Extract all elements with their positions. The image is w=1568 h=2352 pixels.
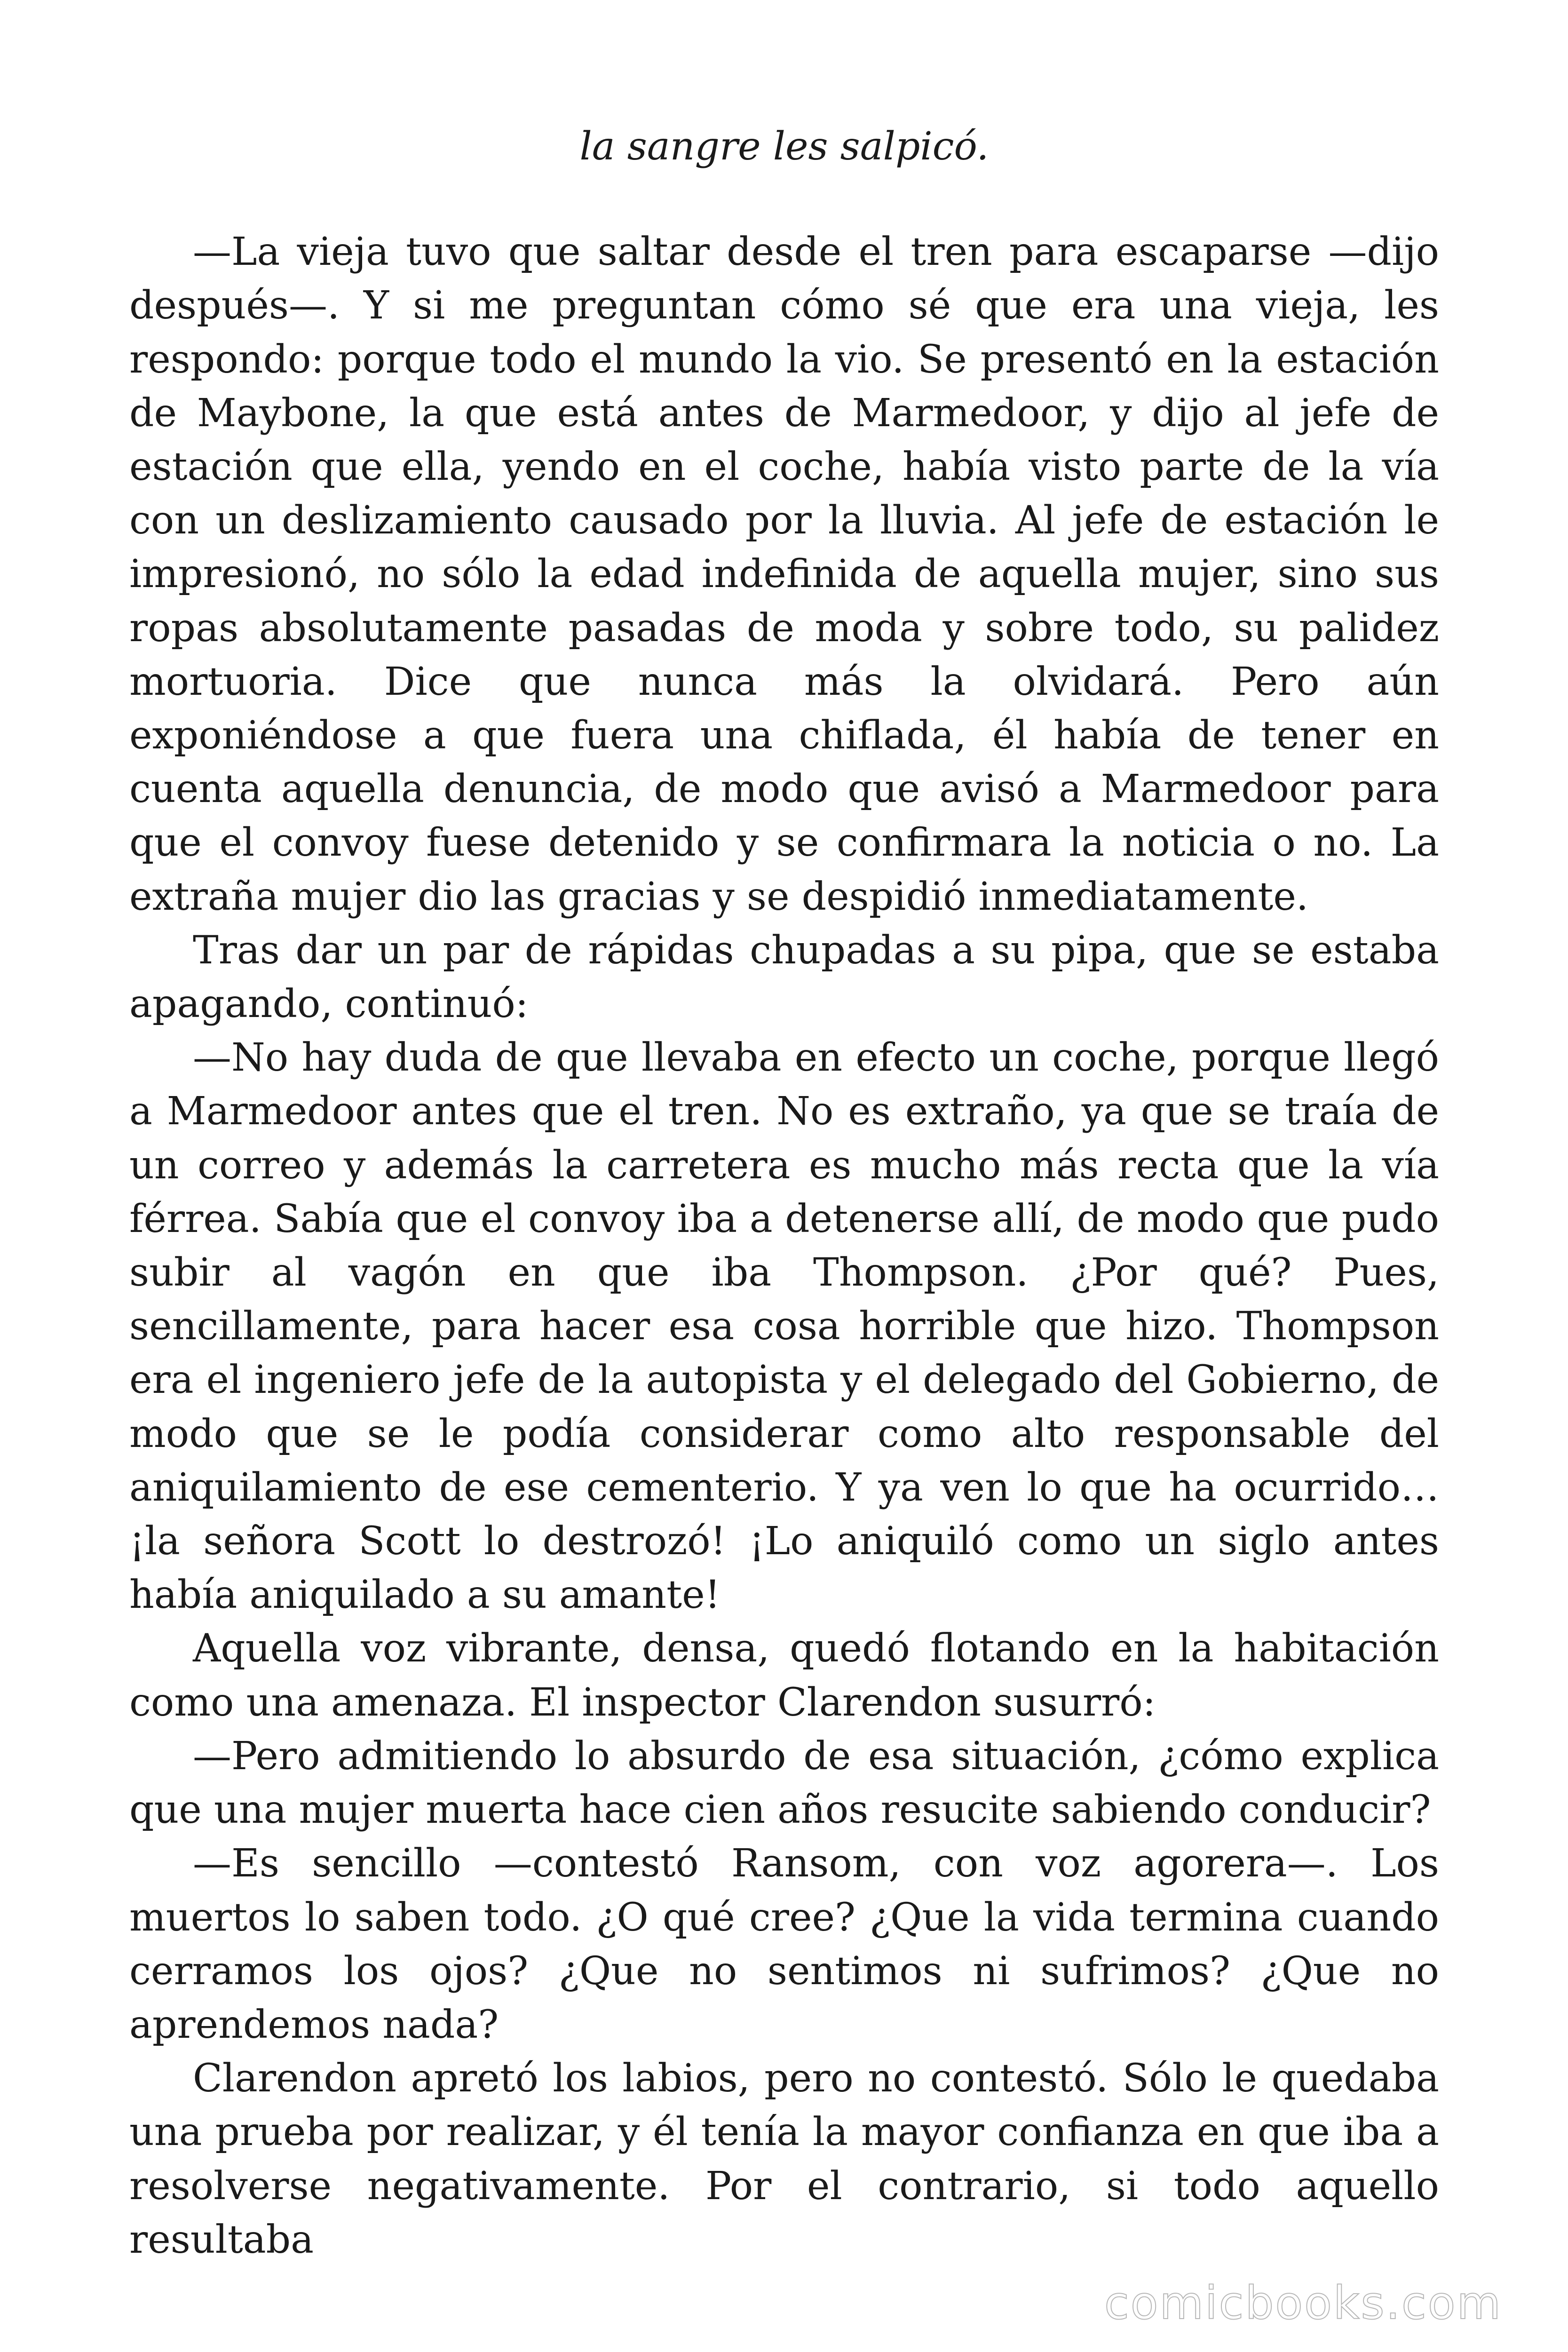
paragraph-4: Aquella voz vibrante, densa, quedó flotando en la habitación como una amenaza. El inspector Clarendon susurró: — [129, 1626, 1439, 1725]
book-page — [129, 120, 1439, 2267]
paragraph-5: —Pero admitiendo lo absurdo de esa situación, ¿cómo explica que una mujer muerta hace cien años resucite sabiendo conducir? — [129, 1733, 1439, 1833]
paragraph-1: —La vieja tuvo que saltar desde el tren para escaparse —dijo después—. Y si me preguntan cómo sé que era una vieja, les respondo: porque todo el mundo la vio. Se presentó en la estación de Maybone, la que está antes de Marmedoor, y dijo al jefe de estación que ella, yendo en el coche, había visto parte de la vía con un deslizamiento causado por la lluvia. Al jefe de estación le impresionó, no sólo la edad indefinida de aquella mujer, sino sus ropas absolutamente pasadas de moda y sobre todo, su palidez mortuoria. Dice que nunca más la olvidará. Pero aún exponiéndose a que fuera una chiflada, él había de tener en cuenta aquella denuncia, de modo que avisó a Marmedoor para que el convoy fuese detenido y se confirmara la noticia o no. La extraña mujer dio las gracias y se despidió inmediatamente. — [129, 230, 1439, 919]
page-heading: la sangre les salpicó. — [579, 124, 989, 169]
paragraph-6: —Es sencillo —contestó Ransom, con voz agorera—. Los muertos lo saben todo. ¿O qué cree? ¿Que la vida termina cuando cerramos los ojos? ¿Que no sentimos ni sufrimos? ¿Que no aprendemos nada? — [129, 1841, 1439, 2047]
watermark: comicbooks.com — [1104, 2277, 1502, 2329]
paragraph-2: Tras dar un par de rápidas chupadas a su pipa, que se estaba apagando, continuó: — [129, 928, 1439, 1027]
paragraph-7: Clarendon apretó los labios, pero no contestó. Sólo le quedaba una prueba por realizar, y él tenía la mayor confianza en que iba a resolverse negativamente. Por el contrario, si todo aquello resultaba — [129, 2056, 1439, 2262]
paragraph-3: —No hay duda de que llevaba en efecto un coche, porque llegó a Marmedoor antes que el tren. No es extraño, ya que se traía de un correo y además la carretera es mucho más recta que la vía férrea. Sabía que el convoy iba a detenerse allí, de modo que pudo subir al vagón en que iba Thompson. ¿Por qué? Pues, sencillamente, para hacer esa cosa horrible que hizo. Thompson era el ingeniero jefe de la autopista y el delegado del Gobierno, de modo que se le podía considerar como alto responsable del aniquilamiento de ese cementerio. Y ya ven lo que ha ocurrido… ¡la señora Scott lo destrozó! ¡Lo aniquiló como un siglo antes había aniquilado a su amante! — [129, 1035, 1439, 1618]
